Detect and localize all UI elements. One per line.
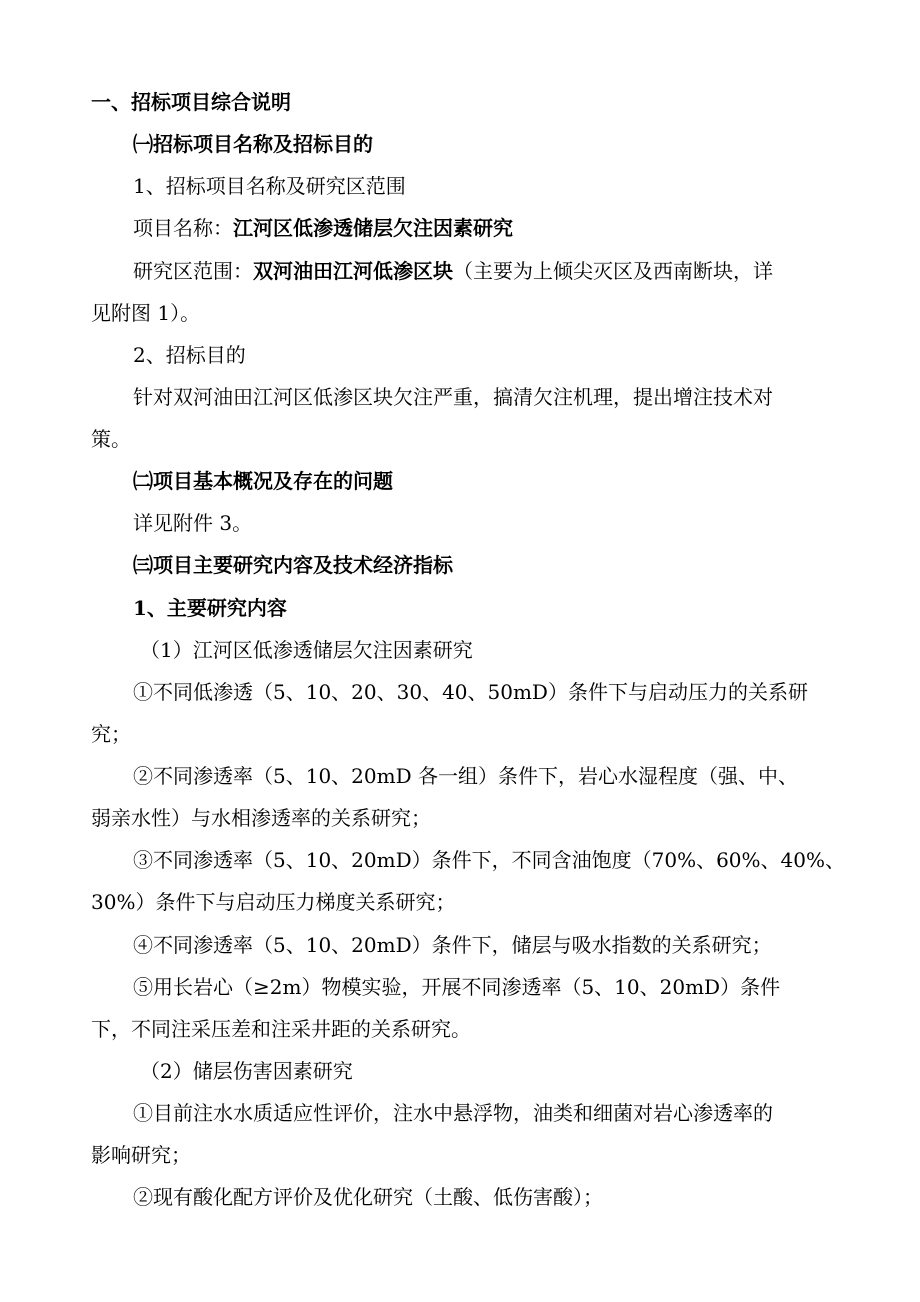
research-item-1: （1）江河区低渗透储层欠注因素研究	[140, 638, 473, 662]
research-point-5-cont: 下，不同注采压差和注采井距的关系研究。	[91, 1017, 471, 1041]
research-area-note-cont: 见附图 1）。	[91, 301, 201, 325]
project-name-value: 江河区低渗透储层欠注因素研究	[233, 216, 513, 240]
research-point-3: ③不同渗透率（5、10、20mD）条件下，不同含油饱度（70%、60%、40%、	[133, 848, 845, 872]
paragraph-heading-research-content: 1、主要研究内容	[133, 596, 287, 620]
subsection-heading-3: ㈢项目主要研究内容及技术经济指标	[133, 553, 453, 577]
research-item-2: （2）储层伤害因素研究	[140, 1059, 353, 1083]
damage-point-1: ①目前注水水质适应性评价，注水中悬浮物，油类和细菌对岩心渗透率的	[133, 1101, 773, 1125]
research-point-4: ④不同渗透率（5、10、20mD）条件下，储层与吸水指数的关系研究；	[133, 933, 772, 957]
project-name-label: 项目名称：	[133, 216, 233, 240]
subsection-heading-2: ㈡项目基本概况及存在的问题	[133, 469, 393, 493]
purpose-text: 针对双河油田江河区低渗区块欠注严重，搞清欠注机理，提出增注技术对	[133, 385, 773, 409]
research-point-1: ①不同低渗透（5、10、20、30、40、50mD）条件下与启动压力的关系研	[133, 680, 808, 704]
damage-point-1-cont: 影响研究；	[91, 1143, 191, 1167]
research-point-3-cont: 30%）条件下与启动压力梯度关系研究；	[91, 890, 456, 914]
section-heading: 一、招标项目综合说明	[91, 90, 291, 114]
paragraph-heading-purpose: 2、招标目的	[133, 343, 246, 367]
research-area-label: 研究区范围：	[133, 259, 253, 283]
project-name-line	[133, 214, 920, 242]
damage-point-2: ②现有酸化配方评价及优化研究（土酸、低伤害酸）；	[133, 1185, 603, 1209]
research-point-2-cont: 弱亲水性）与水相渗透率的关系研究；	[91, 806, 431, 830]
research-point-2: ②不同渗透率（5、10、20mD 各一组）条件下，岩心水湿程度（强、中、	[133, 764, 798, 788]
research-area-value: 双河油田江河低渗区块	[253, 259, 453, 283]
research-point-1-cont: 究；	[91, 722, 131, 746]
research-point-5: ⑤用长岩心（≥2m）物模实验，开展不同渗透率（5、10、20mD）条件	[133, 975, 781, 999]
paragraph-heading-project-name: 1、招标项目名称及研究区范围	[133, 174, 406, 198]
research-area-line	[133, 257, 920, 285]
overview-text: 详见附件 3。	[133, 511, 253, 535]
purpose-text-cont: 策。	[91, 427, 131, 451]
subsection-heading-1: ㈠招标项目名称及招标目的	[133, 132, 373, 156]
research-area-note: （主要为上倾尖灭区及西南断块，详	[453, 259, 773, 283]
